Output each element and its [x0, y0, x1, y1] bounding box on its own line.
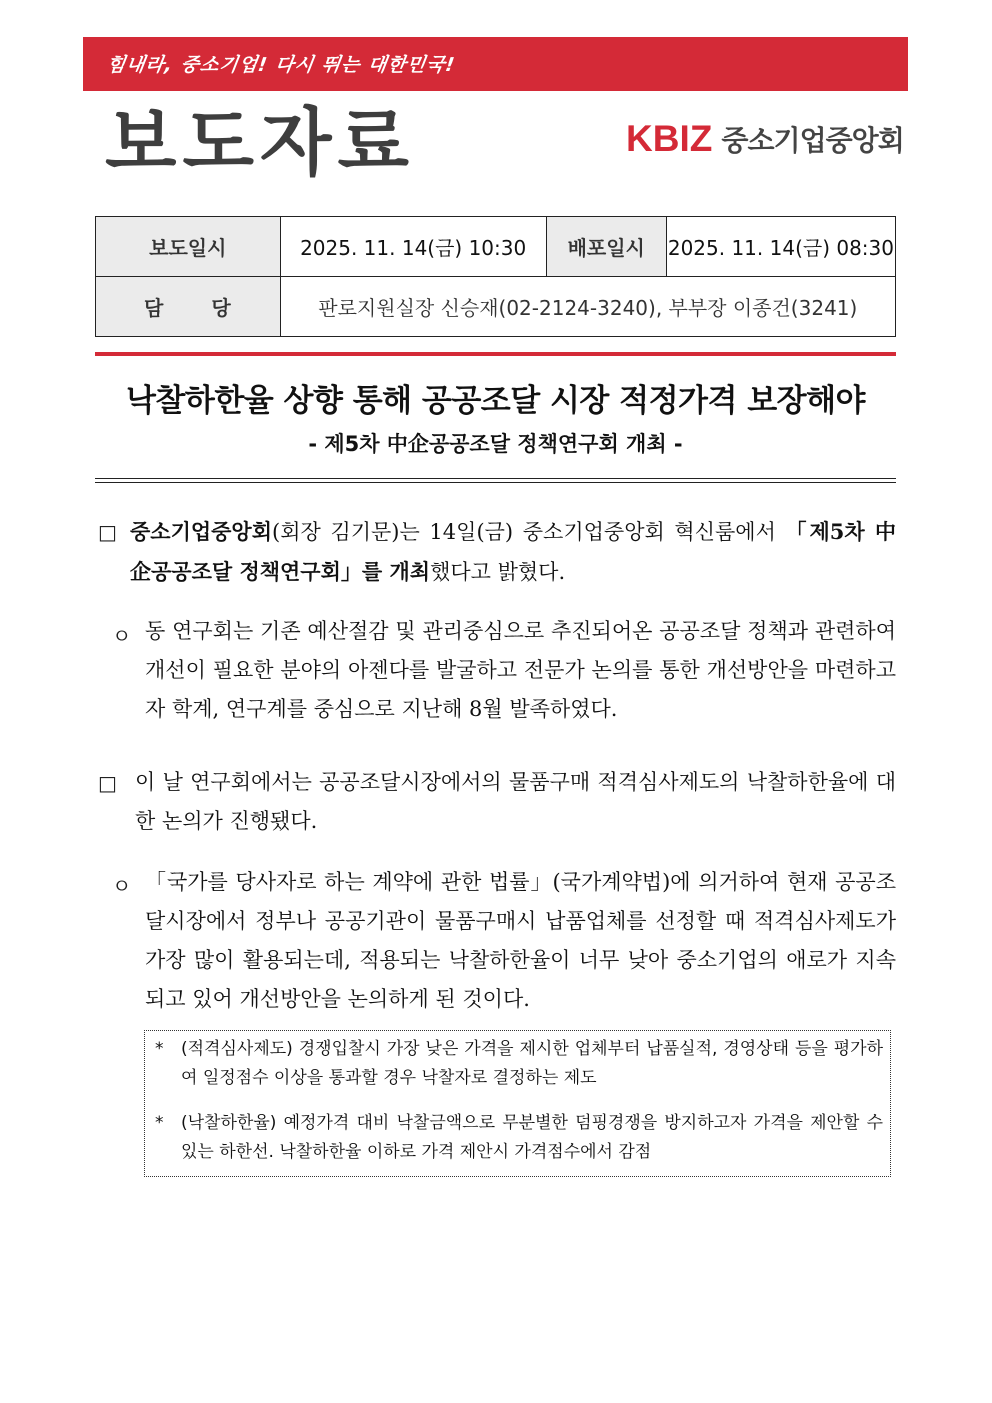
subheadline: - 제5차 中企공공조달 정책연구회 개최 -: [308, 432, 683, 456]
paragraph-4: 「국가를 당사자로 하는 계약에 관한 법률」(국가계약법)에 의거하여 현재 공공조달시장에서 정부나 공공기관이 물품구매시 납품업체를 선정할 때 적격심사제도가 가장 많이 활용되는데, 적용되는 낙찰하한율이 너무 낮아 중소기업의 애로가 지속되고 있어 개선방안을 논의하게 된 것이다.: [145, 870, 896, 1011]
release-info-table: [95, 216, 896, 337]
release-row: [96, 217, 896, 277]
manager-label: 담당: [96, 277, 281, 337]
p1-text-2: 했다고 밝혔다.: [430, 560, 566, 584]
distribution-date-label: 배포일시: [546, 217, 666, 277]
circle-bullet: ㅇ: [112, 624, 132, 648]
logo-mark: KBIZ: [626, 118, 713, 159]
release-date-label: 보도일시: [96, 217, 281, 277]
kbiz-logo: [626, 118, 904, 158]
footnote-1: [155, 1035, 883, 1093]
square-bullet: □: [98, 520, 117, 544]
p1-org-name: 중소기업중앙회: [130, 519, 273, 544]
logo-org-name: 중소기업중앙회: [721, 124, 904, 157]
footnote-1-text: (적격심사제도) 경쟁입찰시 가장 낮은 가격을 제시한 업체부터 납품실적, 경영상태 등을 평가하여 일정점수 이상을 통과할 경우 낙찰자로 결정하는 제도: [181, 1039, 883, 1088]
distribution-date-value: 2025. 11. 14(금) 08:30: [666, 217, 895, 277]
double-rule-bottom: [95, 482, 896, 483]
headline: 낙찰하한율 상향 통해 공공조달 시장 적정가격 보장해야: [125, 383, 865, 419]
paragraph-3: 이 날 연구회에서는 공공조달시장에서의 물품구매 적격심사제도의 낙찰하한율에 대한 논의가 진행됐다.: [135, 770, 896, 833]
paragraph-1: [130, 512, 896, 592]
footnote-box: [144, 1030, 891, 1177]
double-rule-top: [95, 478, 896, 479]
square-bullet: □: [98, 771, 117, 795]
footnote-2-text: (낙찰하한율) 예정가격 대비 낙찰금액으로 무분별한 덤핑경쟁을 방지하고자 가격을 제안할 수 있는 하한선. 낙찰하한율 이하로 가격 제안시 가격점수에서 감점: [181, 1113, 883, 1162]
banner-slogan: 힘내라, 중소기업! 다시 뛰는 대한민국!: [105, 54, 457, 76]
manager-row: [96, 277, 896, 337]
circle-bullet: ㅇ: [112, 874, 132, 898]
manager-value: 판로지원실장 신승재(02-2124-3240), 부부장 이종건(3241): [280, 277, 895, 337]
note-star: *: [155, 1113, 164, 1133]
paragraph-2: 동 연구회는 기존 예산절감 및 관리중심으로 추진되어온 공공조달 정책과 관련하여 개선이 필요한 분야의 아젠다를 발굴하고 전문가 논의를 통한 개선방안을 마련하고자 학계, 연구계를 중심으로 지난해 8월 발족하였다.: [145, 619, 896, 721]
title-divider: [95, 352, 896, 356]
footnote-2: [155, 1109, 883, 1167]
top-banner: [83, 37, 908, 91]
document-title: 보도자료: [105, 100, 415, 186]
release-date-value: 2025. 11. 14(금) 10:30: [280, 217, 546, 277]
p1-event-name: 「제5차 中企공공조달 정책연구회」를 개최: [130, 519, 896, 584]
note-star: *: [155, 1039, 164, 1059]
p1-text-1: (회장 김기문)는 14일(금) 중소기업중앙회 혁신룸에서: [272, 520, 786, 544]
